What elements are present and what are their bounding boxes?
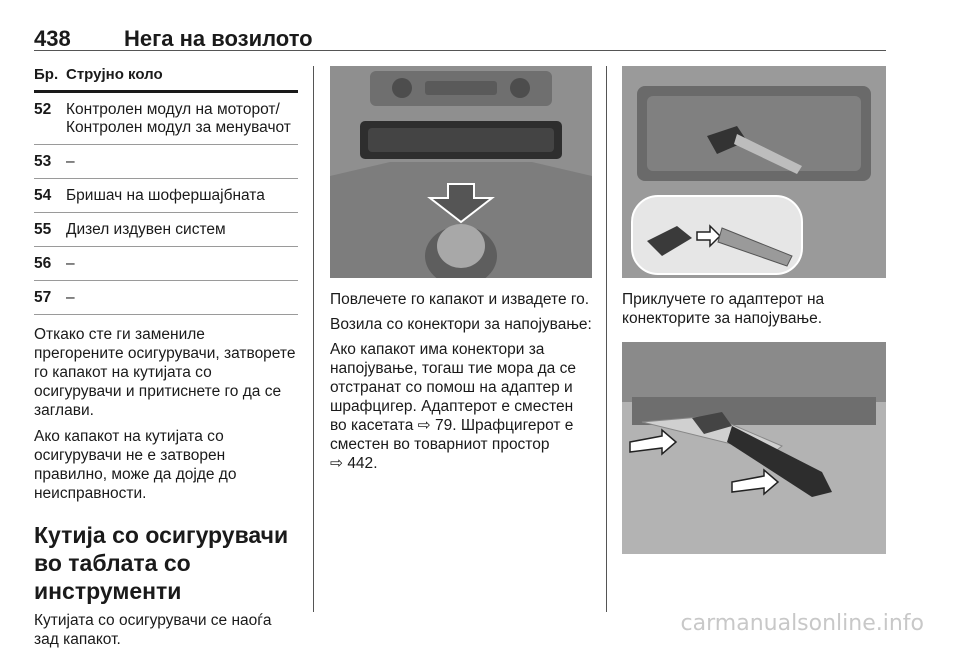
column-header-circuit: Струјно коло [66, 66, 163, 83]
circuit-name: – [66, 255, 75, 272]
adapter-connection-illustration [622, 66, 886, 278]
circuit-name: Бришач на шофершајбната [66, 187, 265, 204]
column-right [622, 66, 886, 554]
circuit-name: – [66, 289, 75, 306]
page-reference[interactable]: 79 [434, 417, 453, 434]
table-row [34, 213, 298, 247]
column-header-number: Бр. [34, 66, 59, 83]
paragraph-power-connectors: Возила со конектори за напојување: [330, 316, 592, 333]
screwdriver-removal-illustration [622, 342, 886, 554]
reference-arrow-icon: ⇨ [330, 455, 343, 472]
column-divider [606, 66, 607, 612]
column-divider [313, 66, 314, 612]
paragraph-fuse-location: Кутијата со осигурувачи се наоѓа зад капакот. [34, 612, 272, 648]
reference-arrow-icon: ⇨ [417, 417, 431, 434]
page-number: 438 [34, 26, 71, 51]
paragraph-attach-adapter: Приклучете го адаптерот на конекторите за напојување. [622, 291, 825, 327]
watermark: carmanualsonline.info [680, 611, 924, 636]
table-row [34, 145, 298, 179]
page-reference[interactable]: 442 [347, 455, 374, 472]
chapter-title: Нега на возилото [124, 26, 313, 51]
page-header [34, 16, 886, 51]
circuit-name: – [66, 153, 75, 170]
fuse-table-header [34, 66, 298, 93]
paragraph-adapter-instructions: Ако капакот има конектори за напојување, тогаш тие мора да се отстранат со помош на адаптер и шрафцигер. Адаптерот е сместен во касетата ⇨ 79. Шрафцигерот е сместен во товарниот простор ⇨ 442. [330, 341, 576, 472]
paragraph-remove-cover: Повлечете го капакот и извадете го. [330, 291, 590, 308]
fuse-table-body [34, 93, 298, 315]
table-row [34, 247, 298, 281]
column-middle [330, 66, 592, 473]
fuse-number: 57 [34, 289, 52, 306]
circuit-name: Дизел издувен систем [66, 221, 226, 238]
table-row [34, 179, 298, 213]
fuse-number: 56 [34, 255, 52, 272]
fuse-number: 53 [34, 153, 52, 170]
fuse-number: 55 [34, 221, 52, 238]
fuse-number: 54 [34, 187, 52, 204]
console-cover-illustration [330, 66, 592, 278]
circuit-name: Контролен модул на моторот/ Контролен модул за менувачот [66, 101, 291, 136]
paragraph-malfunction-warning: Ако капакот на кутијата со осигурувачи не е затворен правилно, може да дојде до неисправности. [34, 428, 237, 502]
table-row [34, 281, 298, 315]
section-title: Кутија со осигурувачи во таблата со инструменти [34, 522, 289, 604]
table-row [34, 93, 298, 145]
paragraph-close-cover: Откако сте ги замениле прегорените осигурувачи, затворете го капакот на кутијата со осигурувачи и притиснете го да се заглави. [34, 326, 296, 419]
fuse-number: 52 [34, 101, 52, 118]
column-left [34, 66, 298, 649]
